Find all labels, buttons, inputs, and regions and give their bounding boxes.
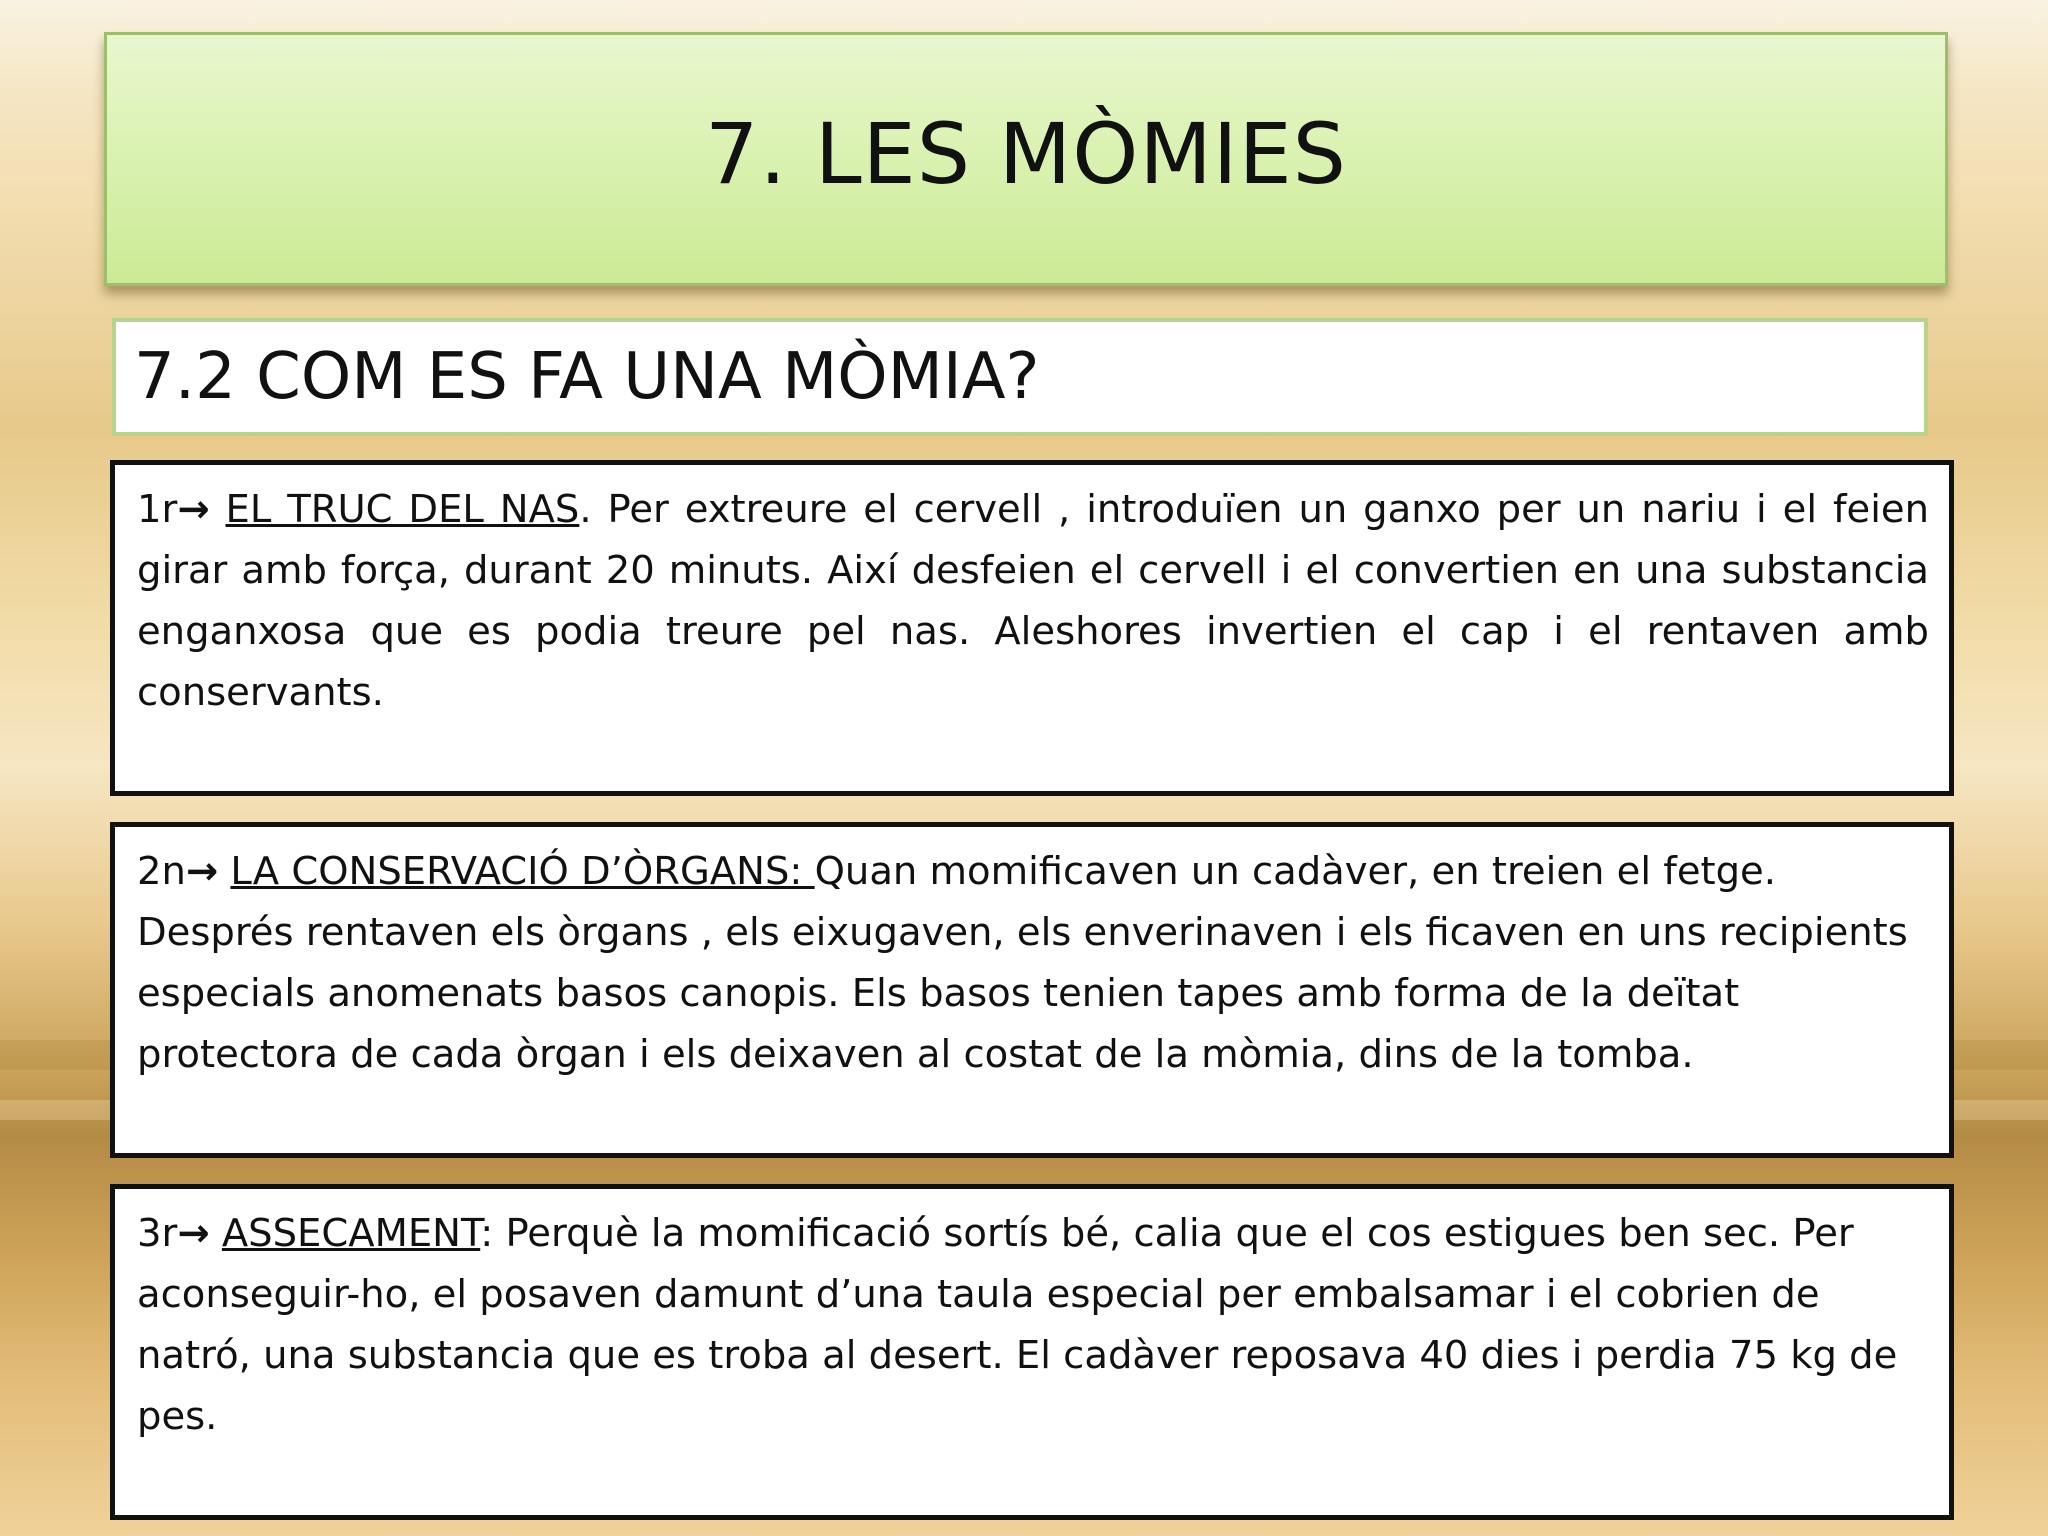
step-number: 1r [137, 487, 178, 532]
step-number: 3r [137, 1211, 178, 1256]
arrow-right-icon: → [177, 1211, 210, 1256]
step-separator: . [579, 487, 608, 532]
arrow-right-icon: → [177, 487, 210, 532]
step-paragraph [137, 1203, 1929, 1447]
step-paragraph [137, 479, 1929, 723]
step-heading: EL TRUC DEL NAS [225, 487, 580, 532]
step-box-2 [110, 822, 1954, 1158]
subtitle-banner [112, 318, 1928, 436]
step-body: Per extreure el cervell , introduïen un ganxo per un nariu i el feien girar amb força, durant 20 minuts. Així desfeien el cervell i el convertien en una substancia enganxosa que es podia treure pel nas. Aleshores invertien el cap i el rentaven amb conservants. [137, 487, 1929, 715]
step-box-1 [110, 460, 1954, 796]
section-subtitle: 7.2 COM ES FA UNA MÒMIA? [134, 340, 1040, 414]
step-box-3 [110, 1184, 1954, 1520]
title-banner [104, 32, 1948, 286]
step-body: Quan momificaven un cadàver, en treien el fetge. Després rentaven els òrgans , els eixugaven, els enverinaven i els ficaven en uns recipients especials anomenats basos canopis. Els basos tenien tapes amb forma de la deïtat protectora de cada òrgan i els deixaven al costat de la mòmia, dins de la tomba. [137, 849, 1908, 1077]
step-heading: ASSECAMENT [221, 1211, 481, 1256]
step-heading: LA CONSERVACIÓ D’ÒRGANS: [230, 849, 815, 894]
step-body: Perquè la momificació sortís bé, calia que el cos estigues ben sec. Per aconseguir-ho, el posaven damunt d’una taula especial per embalsamar i el cobrien de natró, una substancia que es troba al desert. El cadàver reposava 40 dies i perdia 75 kg de pes. [137, 1211, 1898, 1439]
step-number: 2n [137, 849, 186, 894]
arrow-right-icon: → [185, 849, 219, 894]
slide-title: 7. LES MÒMIES [705, 105, 1347, 203]
step-separator: : [480, 1211, 506, 1256]
step-paragraph [137, 841, 1929, 1085]
